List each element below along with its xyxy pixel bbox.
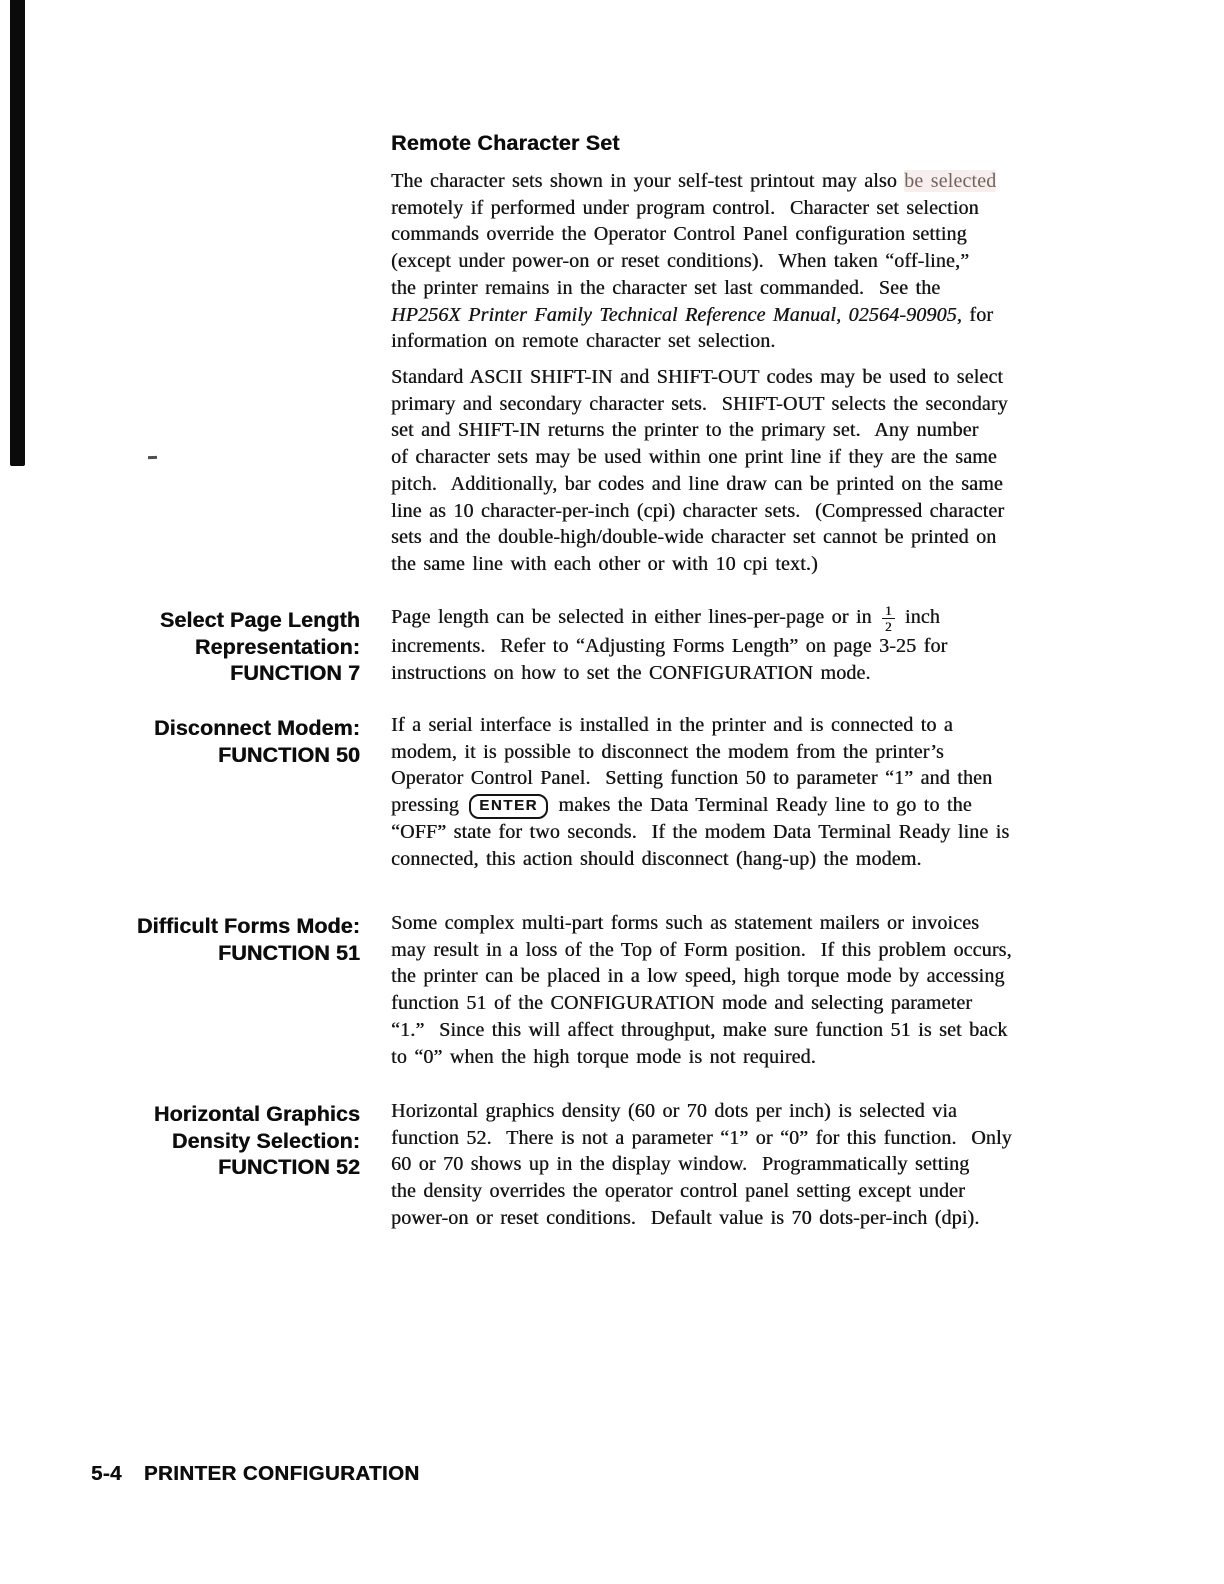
text-line: connected, this action should disconnect (hang-up) the modem. [391, 847, 922, 870]
text-line: Representation: [194, 634, 360, 659]
paragraph-function-51 [391, 910, 1091, 1070]
text-line [391, 604, 1091, 633]
text-line: FUNCTION 52 [217, 1155, 360, 1180]
enter-keycap: ENTER [469, 794, 548, 819]
text-line: the printer can be placed in a low speed, high torque mode by accessing [391, 965, 1005, 988]
text-line: power-on or reset conditions. Default value is 70 dots-per-inch (dpi). [391, 1206, 980, 1229]
subsection-title: Remote Character Set [391, 131, 620, 155]
text-line: Disconnect Modem: [154, 716, 360, 740]
text-line: the printer remains in the character set last commanded. See the [391, 276, 941, 299]
side-heading-function-52 [88, 1101, 360, 1181]
side-heading-function-51 [88, 913, 360, 966]
text-line: line as 10 character-per-inch (cpi) character sets. (Compressed character [391, 499, 1005, 522]
text-line: the same line with each other or with 10 cpi text.) [391, 552, 818, 575]
text-line [391, 792, 1091, 819]
text-line: If a serial interface is installed in the printer and is connected to a [391, 714, 953, 736]
text-line: Standard ASCII SHIFT-IN and SHIFT-OUT codes may be used to select [391, 366, 1004, 388]
text-line: “OFF” state for two seconds. If the modem Data Terminal Ready line is [391, 821, 1010, 844]
text-line: commands override the Operator Control Panel configuration setting [391, 223, 967, 246]
text-line: set and SHIFT-IN returns the printer to the primary set. Any number [391, 419, 979, 442]
text-line: Horizontal graphics density (60 or 70 dots per inch) is selected via [391, 1100, 957, 1122]
text-line: function 52. There is not a parameter “1” or “0” for this function. Only [391, 1126, 1012, 1149]
text-segment: The character sets shown in your self-test printout may also [391, 170, 905, 192]
text-line: Difficult Forms Mode: [136, 914, 360, 938]
text-line: increments. Refer to “Adjusting Forms Length” on page 3-25 for [391, 635, 948, 657]
text-line: pitch. Additionally, bar codes and line draw can be printed on the same [391, 472, 1003, 495]
paragraph-remote-intro [391, 168, 1091, 355]
faded-scan-text: be selected [904, 170, 997, 192]
text-line [391, 168, 1091, 195]
text-line: of character sets may be used within one print line if they are the same [391, 446, 997, 469]
text-line: Select Page Length [159, 608, 360, 632]
text-line: Horizontal Graphics [153, 1102, 360, 1126]
one-half-fraction: $\frac{1}{2}$ [882, 605, 895, 633]
text-line: (except under power-on or reset conditions). When taken “off-line,” [391, 250, 970, 273]
text-line: sets and the double-high/double-wide character set cannot be printed on [391, 526, 997, 549]
text-line: FUNCTION 7 [230, 661, 360, 686]
text-line: FUNCTION 51 [217, 940, 360, 965]
paragraph-shift-codes [391, 364, 1091, 578]
side-heading-function-50 [88, 715, 360, 768]
page-footer [91, 1462, 420, 1486]
side-heading-function-7 [88, 607, 360, 687]
page-number: 5-4 [91, 1462, 122, 1485]
manual-citation: HP256X Printer Family Technical Reference Manual, 02564-90905, [391, 303, 962, 326]
footer-chapter-label: PRINTER CONFIGURATION [143, 1462, 420, 1485]
text-line: 60 or 70 shows up in the display window. Programmatically setting [391, 1153, 970, 1176]
text-line: Some complex multi-part forms such as statement mailers or invoices [391, 912, 980, 934]
text-segment: for [961, 303, 994, 326]
paragraph-function-52 [391, 1098, 1091, 1232]
scan-dash-artifact [148, 456, 157, 459]
text-segment: makes the Data Terminal Ready line to go to the [551, 794, 972, 817]
text-line: the density overrides the operator control panel setting except under [391, 1180, 965, 1203]
text-line: “1.” Since this will affect throughput, make sure function 51 is set back [391, 1018, 1008, 1041]
text-segment: inch [897, 606, 940, 628]
text-line: Density Selection: [171, 1128, 360, 1153]
text-line: instructions on how to set the CONFIGURATION mode. [391, 661, 871, 684]
text-segment: Page length can be selected in either lines-per-page or in [391, 606, 880, 628]
text-line: modem, it is possible to disconnect the modem from the printer’s [391, 740, 944, 763]
text-line: may result in a loss of the Top of Form position. If this problem occurs, [391, 938, 1012, 961]
text-line: function 51 of the CONFIGURATION mode and selecting parameter [391, 992, 973, 1015]
text-segment: pressing [391, 794, 467, 817]
text-line: primary and secondary character sets. SHIFT-OUT selects the secondary [391, 392, 1008, 415]
scan-edge-bar-artifact [10, 0, 25, 466]
paragraph-function-7 [391, 604, 1091, 686]
paragraph-function-50 [391, 712, 1091, 873]
text-line: Operator Control Panel. Setting function 50 to parameter “1” and then [391, 767, 993, 790]
text-line: remotely if performed under program control. Character set selection [391, 196, 979, 219]
text-line: information on remote character set selection. [391, 330, 776, 353]
text-line: FUNCTION 50 [217, 742, 360, 767]
text-line: to “0” when the high torque mode is not required. [391, 1045, 816, 1068]
text-line [391, 302, 1091, 329]
